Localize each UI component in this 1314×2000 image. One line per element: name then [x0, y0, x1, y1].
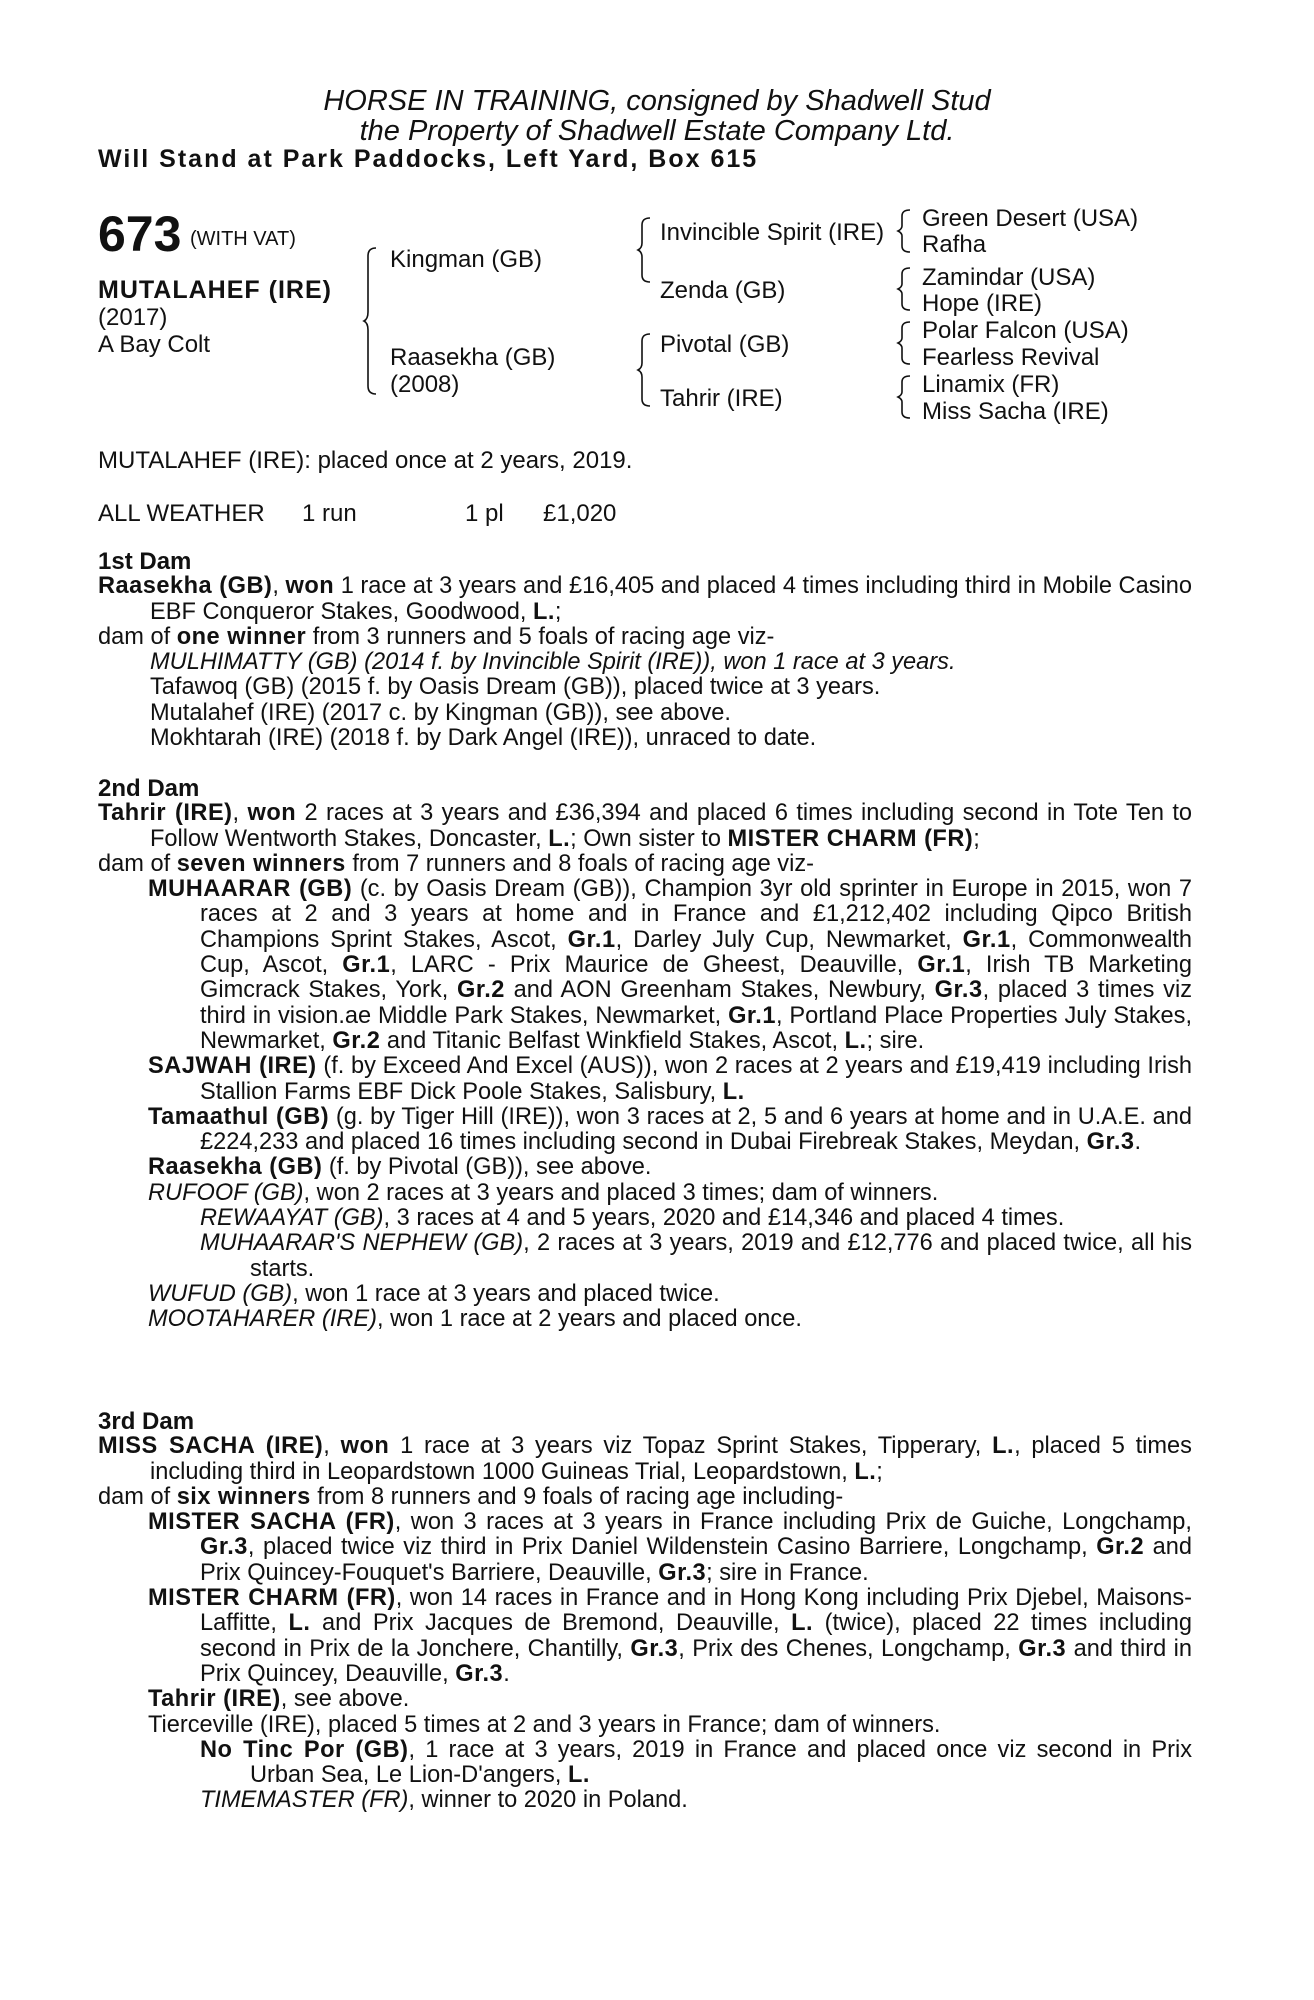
third-dam-section	[98, 1409, 1192, 1814]
lot-number: 673	[98, 206, 182, 262]
stabling-line: Will Stand at Park Paddocks, Left Yard, Box 615	[98, 145, 759, 173]
section-heading: 2nd Dam	[98, 775, 200, 802]
runs-count: 1 run	[302, 500, 357, 527]
second-dam-section	[98, 776, 1192, 1333]
section-heading: 1st Dam	[98, 548, 192, 575]
vat-note: (WITH VAT)	[190, 228, 296, 250]
dam-name: Raasekha (GB)	[98, 573, 273, 600]
pedigree-bracket-3	[638, 332, 652, 408]
dam: Raasekha (GB)	[390, 344, 556, 371]
produce-timemaster: TIMEMASTER (FR), winner to 2020 in Poland.	[200, 1787, 688, 1814]
produce-item: Mokhtarah (IRE) (2018 f. by Dark Angel (IRE)), unraced to date.	[150, 725, 817, 752]
produce-tierceville: Tierceville (IRE), placed 5 times at 2 and 3 years in France; dam of winners.	[148, 1711, 941, 1738]
produce-item: MULHIMATTY (GB) (2014 f. by Invincible Spirit (IRE)), won 1 race at 3 years.	[150, 649, 956, 676]
sire-dam-sire: Zamindar (USA)	[922, 264, 1096, 291]
produce-tahrir: Tahrir (IRE), see above.	[148, 1686, 410, 1713]
produce-intro: dam of six winners from 8 runners and 9 foals of racing age including-	[98, 1483, 844, 1510]
produce-rewaayat: REWAAYAT (GB), 3 races at 4 and 5 years, 2020 and £14,346 and placed 4 times.	[200, 1205, 1065, 1232]
dam-year: (2008)	[390, 371, 460, 398]
first-dam-section	[98, 549, 1192, 751]
sire: Kingman (GB)	[390, 246, 543, 273]
dam-sire-dam: Fearless Revival	[922, 344, 1100, 371]
produce-wufud: WUFUD (GB), won 1 race at 3 years and placed twice.	[148, 1280, 720, 1307]
produce-tamaathul: Tamaathul (GB) (g. by Tiger Hill (IRE)), won 3 races at 2, 5 and 6 years at home and in U.A.E. and £224,233 and placed 16 times including second in Dubai Firebreak Stakes, Meydan, Gr.3.	[148, 1103, 1193, 1156]
second-dam-record: Tahrir (IRE), won 2 races at 3 years and £36,394 and placed 6 times including second in Tote Ten to Follow Wentworth Stakes, Doncaster, L.; Own sister to MISTER CHARM (FR);	[98, 800, 1192, 852]
dam-dam-dam: Miss Sacha (IRE)	[922, 398, 1109, 425]
dam-dam: Tahrir (IRE)	[660, 385, 783, 412]
pedigree-bracket-6	[898, 320, 912, 366]
owner-line: the Property of Shadwell Estate Company Ltd.	[359, 115, 955, 147]
dam-dam-sire: Linamix (FR)	[922, 371, 1060, 398]
consignor-line: HORSE IN TRAINING, consigned by Shadwell Stud	[323, 85, 991, 117]
produce-mister-sacha: MISTER SACHA (FR), won 3 races at 3 years in France including Prix de Guiche, Longchamp, Gr.3, placed twice viz third in Prix Daniel Wildenstein Casino Barriere, Longchamp, Gr.2 and Prix Quincey-Fouquet's Barriere, Deauville, Gr.3; sire in France.	[148, 1509, 1192, 1586]
foaling-year: (2017)	[98, 304, 168, 331]
produce-item: Tafawoq (GB) (2015 f. by Oasis Dream (GB)), placed twice at 3 years.	[150, 674, 881, 701]
pedigree-bracket-7	[898, 374, 912, 420]
won-label: won	[285, 573, 335, 600]
horse-description: A Bay Colt	[98, 331, 211, 358]
sire-dam: Zenda (GB)	[660, 277, 786, 304]
produce-mister-charm: MISTER CHARM (FR), won 14 races in France and in Hong Kong including Prix Djebel, Maisons-Laffitte, L. and Prix Jacques de Bremond, Deauville, L. (twice), placed 22 times including second in Prix de la Jonchere, Chantilly, Gr.3, Prix des Chenes, Longchamp, Gr.3 and third in Prix Quincey, Deauville, Gr.3.	[148, 1585, 1193, 1687]
pedigree-bracket-2	[638, 216, 652, 284]
produce-raasekha: Raasekha (GB) (f. by Pivotal (GB)), see above.	[148, 1154, 652, 1181]
race-record: MUTALAHEF (IRE): placed once at 2 years, 2019.	[98, 447, 633, 474]
produce-rufoof: RUFOOF (GB), won 2 races at 3 years and placed 3 times; dam of winners.	[148, 1179, 939, 1206]
sire-sire-dam: Rafha	[922, 231, 987, 258]
placed-count: 1 pl	[465, 500, 504, 527]
produce-mootaharer: MOOTAHARER (IRE), won 1 race at 2 years and placed once.	[148, 1306, 802, 1333]
dam-sire-sire: Polar Falcon (USA)	[922, 317, 1129, 344]
pedigree-bracket-5	[898, 266, 912, 312]
produce-no-tinc-por: No Tinc Por (GB), 1 race at 3 years, 2019 in France and placed once viz second in Prix Urban Sea, Le Lion-D'angers, L.	[200, 1736, 1192, 1789]
produce-intro: dam of seven winners from 7 runners and 8 foals of racing age viz-	[98, 850, 814, 877]
horse-name: MUTALAHEF (IRE)	[98, 276, 332, 304]
produce-muhaarar: MUHAARAR (GB) (c. by Oasis Dream (GB)), Champion 3yr old sprinter in Europe in 2015, won 7 races at 2 and 3 years at home and in France and £1,212,402 including Qipco British Champions Sprint Stakes, Ascot, Gr.1, Darley July Cup, Newmarket, Gr.1, Commonwealth Cup, Ascot, Gr.1, LARC - Prix Maurice de Gheest, Deauville, Gr.1, Irish TB Marketing Gimcrack Stakes, York, Gr.2 and AON Greenham Stakes, Newbury, Gr.3, placed 3 times viz third in vision.ae Middle Park Stakes, Newmarket, Gr.1, Portland Place Properties July Stakes, Newmarket, Gr.2 and Titanic Belfast Winkfield Stakes, Ascot, L.; sire.	[148, 876, 1193, 1054]
sire-dam-dam: Hope (IRE)	[922, 290, 1043, 317]
produce-intro: dam of one winner from 3 runners and 5 foals of racing age viz-	[98, 623, 775, 650]
dam-sire: Pivotal (GB)	[660, 331, 790, 358]
sire-sire-sire: Green Desert (USA)	[922, 205, 1139, 232]
first-dam-record: Raasekha (GB), won 1 race at 3 years and £16,405 and placed 4 times including third in Mobile Casino EBF Conqueror Stakes, Goodwood, L.;	[98, 573, 1193, 625]
surface-label: ALL WEATHER	[98, 500, 265, 527]
produce-item: Mutalahef (IRE) (2017 c. by Kingman (GB)), see above.	[150, 699, 731, 726]
pedigree-bracket-1	[364, 246, 378, 396]
sire-sire: Invincible Spirit (IRE)	[660, 219, 885, 246]
produce-nephew: MUHAARAR'S NEPHEW (GB), 2 races at 3 years, 2019 and £12,776 and placed twice, all his starts.	[200, 1230, 1192, 1282]
section-heading: 3rd Dam	[98, 1408, 195, 1435]
produce-sajwah: SAJWAH (IRE) (f. by Exceed And Excel (AUS)), won 2 races at 2 years and £19,419 including Irish Stallion Farms EBF Dick Poole Stakes, Salisbury, L.	[148, 1053, 1193, 1105]
earnings: £1,020	[543, 500, 617, 527]
third-dam-record: MISS SACHA (IRE), won 1 race at 3 years viz Topaz Sprint Stakes, Tipperary, L., placed 5 times including third in Leopardstown 1000 Guineas Trial, Leopardstown, L.;	[98, 1433, 1192, 1485]
pedigree-bracket-4	[898, 208, 912, 254]
